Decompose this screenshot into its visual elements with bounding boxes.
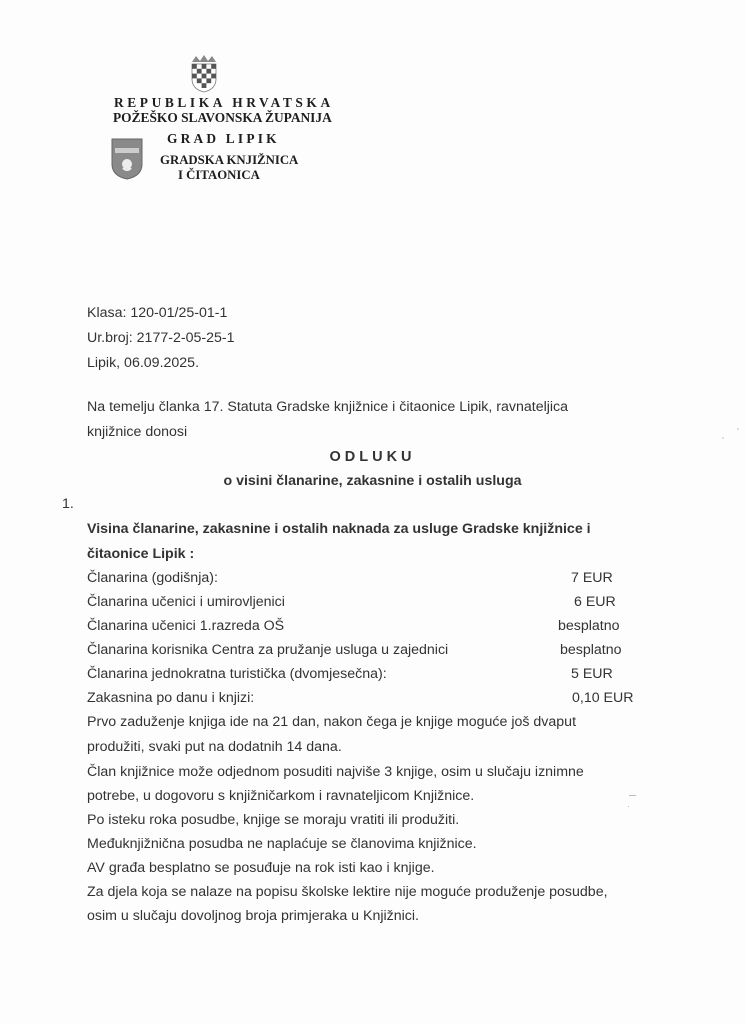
rule-line: Za djela koja se nalaze na popisu školske lektire nije moguće produženje posudbe, [87, 884, 608, 900]
fee-value: 6 EUR [574, 594, 616, 610]
fee-value: besplatno [560, 642, 622, 658]
preamble-line-1: Na temelju članka 17. Statuta Gradske knjižnice i čitaonice Lipik, ravnateljica [87, 399, 569, 415]
rule-line: Međuknjižnična posudba ne naplaćuje se članovima knjižnice. [87, 836, 477, 852]
scan-speck [722, 437, 724, 439]
klasa: Klasa: 120-01/25-01-1 [87, 305, 228, 321]
fee-value: 0,10 EUR [572, 690, 634, 706]
lipik-city-shield-icon [111, 138, 143, 180]
place-date: Lipik, 06.09.2025. [87, 355, 200, 371]
section-number: 1. [62, 496, 74, 512]
rule-line: osim u slučaju dovoljnog broja primjeraka u Knjižnici. [87, 908, 419, 924]
fee-label: Članarina učenici 1.razreda OŠ [87, 618, 285, 634]
fee-label: Članarina učenici i umirovljenici [87, 594, 285, 610]
fee-value: besplatno [558, 618, 620, 634]
rule-line: AV građa besplatno se posuđuje na rok isti kao i knjige. [87, 860, 435, 876]
scan-speck [628, 806, 629, 807]
letterhead-library-line1: GRADSKA KNJIŽNICA [160, 153, 299, 167]
section-heading-line-2: čitaonice Lipik : [87, 546, 195, 562]
letterhead-county: POŽEŠKO SLAVONSKA ŽUPANIJA [113, 110, 332, 125]
fee-value: 7 EUR [571, 570, 613, 586]
rule-line: Član knjižnice može odjednom posuditi najviše 3 knjige, osim u slučaju iznimne [87, 764, 584, 780]
rule-line: Prvo zaduženje knjiga ide na 21 dan, nakon čega je knjige moguće još dvaput [87, 714, 577, 730]
preamble-line-2: knjižnice donosi [87, 424, 188, 440]
document-title: ODLUKU [329, 449, 416, 465]
rule-line: produžiti, svaki put na dodatnih 14 dana. [87, 739, 342, 755]
scan-speck [629, 795, 636, 796]
scan-speck [737, 428, 739, 430]
section-heading-line-1: Visina članarine, zakasnine i ostalih naknada za usluge Gradske knjižnice i [87, 521, 591, 537]
fee-label: Članarina jednokratna turistička (dvomjesečna): [87, 666, 387, 682]
croatian-coat-of-arms-icon [190, 55, 218, 93]
document-subtitle: o visini članarine, zakasnine i ostalih usluga [223, 473, 522, 489]
letterhead-city: GRAD LIPIK [167, 131, 280, 146]
letterhead-republic: REPUBLIKA HRVATSKA [114, 95, 334, 110]
fee-label: Članarina (godišnja): [87, 570, 218, 586]
urbroj: Ur.broj: 2177-2-05-25-1 [87, 330, 235, 346]
fee-label: Zakasnina po danu i knjizi: [87, 690, 255, 706]
rule-line: Po isteku roka posudbe, knjige se moraju vratiti ili produžiti. [87, 812, 460, 828]
fee-value: 5 EUR [571, 666, 613, 682]
rule-line: potrebe, u dogovoru s knjižničarkom i ravnateljicom Knjižnice. [87, 788, 475, 804]
letterhead-library-line2: I ČITAONICA [178, 168, 260, 182]
fee-label: Članarina korisnika Centra za pružanje usluga u zajednici [87, 642, 449, 658]
